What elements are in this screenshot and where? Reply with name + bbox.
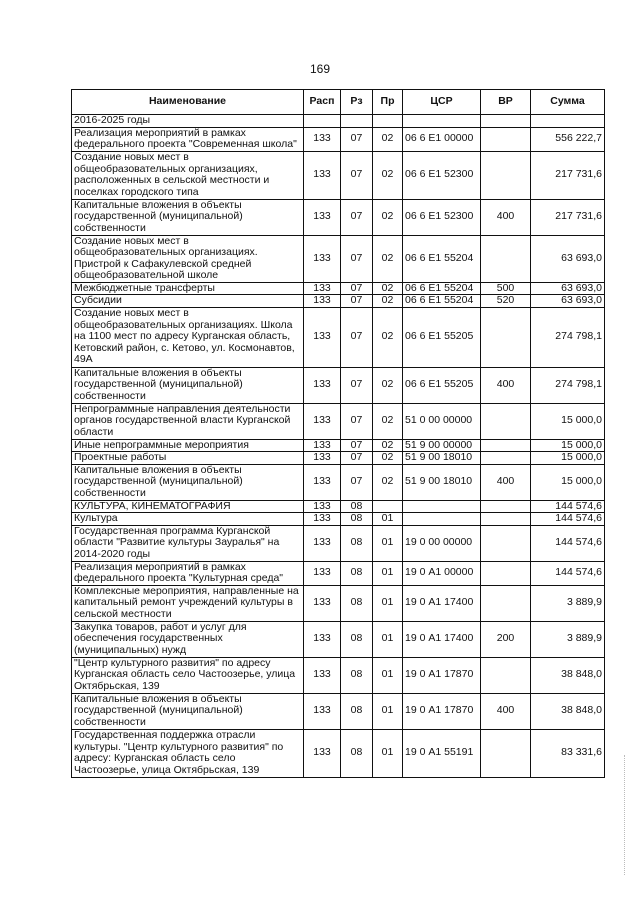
table-row [72, 657, 605, 693]
budget-table [71, 89, 605, 778]
cell-pr: 01 [373, 561, 403, 585]
cell-name: Капитальные вложения в объекты государственной (муниципальной) собственности [72, 199, 304, 235]
cell-rz: 07 [341, 367, 373, 403]
cell-pr: 02 [373, 464, 403, 500]
header-name: Наименование [72, 90, 304, 115]
cell-rz: 07 [341, 464, 373, 500]
header-row [72, 90, 605, 115]
cell-sum: 274 798,1 [531, 367, 605, 403]
table-row [72, 403, 605, 439]
cell-rasp: 133 [304, 729, 341, 777]
cell-name: Культура [72, 513, 304, 526]
cell-sum: 144 574,6 [531, 525, 605, 561]
scan-edge-mark [624, 755, 626, 875]
table-row [72, 151, 605, 199]
cell-csr: 51 9 00 00000 [403, 439, 481, 452]
cell-rasp: 133 [304, 693, 341, 729]
cell-sum: 15 000,0 [531, 439, 605, 452]
cell-sum [531, 115, 605, 128]
cell-csr: 06 6 Е1 55204 [403, 282, 481, 295]
cell-rz: 08 [341, 561, 373, 585]
cell-vr [481, 127, 531, 151]
cell-pr: 02 [373, 307, 403, 367]
cell-vr [481, 513, 531, 526]
cell-csr: 19 0 А1 17870 [403, 693, 481, 729]
cell-csr: 19 0 А1 00000 [403, 561, 481, 585]
cell-csr: 19 0 А1 17400 [403, 621, 481, 657]
cell-csr: 06 6 Е1 55204 [403, 235, 481, 282]
cell-vr [481, 307, 531, 367]
cell-rz: 07 [341, 151, 373, 199]
cell-rz: 08 [341, 525, 373, 561]
cell-pr: 02 [373, 127, 403, 151]
table-row [72, 513, 605, 526]
cell-rasp: 133 [304, 235, 341, 282]
cell-rz: 08 [341, 500, 373, 513]
cell-rasp: 133 [304, 464, 341, 500]
cell-name: Создание новых мест в общеобразовательных организациях. Пристрой к Сафакулевской средней общеобразовательной школе [72, 235, 304, 282]
cell-rasp: 133 [304, 403, 341, 439]
cell-name: Реализация мероприятий в рамках федерального проекта "Современная школа" [72, 127, 304, 151]
cell-name: КУЛЬТУРА, КИНЕМАТОГРАФИЯ [72, 500, 304, 513]
cell-csr [403, 500, 481, 513]
cell-csr: 06 6 Е1 55204 [403, 295, 481, 308]
cell-sum: 63 693,0 [531, 282, 605, 295]
cell-csr [403, 115, 481, 128]
cell-rasp: 133 [304, 151, 341, 199]
cell-sum: 217 731,6 [531, 199, 605, 235]
header-vr: ВР [481, 90, 531, 115]
cell-vr [481, 439, 531, 452]
cell-vr [481, 151, 531, 199]
cell-sum: 15 000,0 [531, 452, 605, 465]
cell-vr: 400 [481, 199, 531, 235]
cell-csr: 19 0 А1 17870 [403, 657, 481, 693]
table-row [72, 115, 605, 128]
table-row [72, 452, 605, 465]
cell-vr [481, 729, 531, 777]
cell-name: Реализация мероприятий в рамках федерального проекта "Культурная среда" [72, 561, 304, 585]
cell-rz: 07 [341, 235, 373, 282]
cell-pr: 01 [373, 729, 403, 777]
cell-rz: 07 [341, 199, 373, 235]
cell-rasp: 133 [304, 525, 341, 561]
cell-name: Непрограммные направления деятельности органов государственной власти Курганской области [72, 403, 304, 439]
cell-csr [403, 513, 481, 526]
cell-name: Проектные работы [72, 452, 304, 465]
header-pr: Пр [373, 90, 403, 115]
cell-vr: 520 [481, 295, 531, 308]
cell-pr: 01 [373, 513, 403, 526]
cell-vr [481, 235, 531, 282]
cell-rasp: 133 [304, 657, 341, 693]
cell-vr [481, 500, 531, 513]
cell-name: Государственная программа Курганской области "Развитие культуры Зауралья" на 2014-2020 годы [72, 525, 304, 561]
cell-pr: 02 [373, 452, 403, 465]
cell-pr [373, 500, 403, 513]
table-row [72, 439, 605, 452]
cell-name: Создание новых мест в общеобразовательных организациях, расположенных в сельской местности и поселках городского типа [72, 151, 304, 199]
cell-csr: 19 0 А1 17400 [403, 585, 481, 621]
cell-rasp: 133 [304, 621, 341, 657]
cell-rz: 07 [341, 282, 373, 295]
table-row [72, 693, 605, 729]
cell-rasp: 133 [304, 585, 341, 621]
cell-vr [481, 525, 531, 561]
cell-pr: 02 [373, 367, 403, 403]
table-row [72, 307, 605, 367]
cell-sum: 144 574,6 [531, 561, 605, 585]
cell-rz: 08 [341, 657, 373, 693]
cell-pr: 02 [373, 295, 403, 308]
cell-rasp: 133 [304, 307, 341, 367]
table-row [72, 295, 605, 308]
cell-sum: 274 798,1 [531, 307, 605, 367]
cell-vr [481, 561, 531, 585]
cell-sum: 217 731,6 [531, 151, 605, 199]
cell-name: 2016-2025 годы [72, 115, 304, 128]
cell-vr: 200 [481, 621, 531, 657]
table-row [72, 464, 605, 500]
cell-rasp: 133 [304, 500, 341, 513]
cell-vr: 400 [481, 464, 531, 500]
cell-rz [341, 115, 373, 128]
cell-sum: 3 889,9 [531, 621, 605, 657]
cell-rasp: 133 [304, 513, 341, 526]
cell-rz: 08 [341, 513, 373, 526]
table-row [72, 525, 605, 561]
table-row [72, 500, 605, 513]
cell-rz: 07 [341, 295, 373, 308]
cell-name: Капитальные вложения в объекты государственной (муниципальной) собственности [72, 693, 304, 729]
cell-name: "Центр культурного развития" по адресу Курганская область село Частоозерье, улица Октябрьская, 139 [72, 657, 304, 693]
cell-sum: 556 222,7 [531, 127, 605, 151]
cell-rasp: 133 [304, 295, 341, 308]
cell-csr: 06 6 Е1 00000 [403, 127, 481, 151]
table-row [72, 729, 605, 777]
cell-rz: 07 [341, 307, 373, 367]
cell-rz: 08 [341, 729, 373, 777]
cell-name: Межбюджетные трансферты [72, 282, 304, 295]
cell-vr [481, 403, 531, 439]
cell-csr: 51 9 00 18010 [403, 452, 481, 465]
table-row [72, 621, 605, 657]
cell-rz: 07 [341, 439, 373, 452]
cell-pr: 02 [373, 235, 403, 282]
cell-rz: 08 [341, 585, 373, 621]
cell-rasp: 133 [304, 199, 341, 235]
cell-rasp: 133 [304, 561, 341, 585]
table-row [72, 199, 605, 235]
cell-rasp: 133 [304, 439, 341, 452]
cell-rasp: 133 [304, 282, 341, 295]
cell-name: Иные непрограммные мероприятия [72, 439, 304, 452]
cell-csr: 51 0 00 00000 [403, 403, 481, 439]
cell-rz: 07 [341, 127, 373, 151]
cell-csr: 19 0 А1 55191 [403, 729, 481, 777]
cell-pr: 02 [373, 439, 403, 452]
table-row [72, 282, 605, 295]
table-row [72, 585, 605, 621]
cell-pr: 02 [373, 199, 403, 235]
cell-rasp: 133 [304, 127, 341, 151]
cell-pr: 01 [373, 525, 403, 561]
cell-pr: 02 [373, 403, 403, 439]
cell-vr [481, 585, 531, 621]
cell-csr: 06 6 Е1 52300 [403, 151, 481, 199]
cell-name: Капитальные вложения в объекты государственной (муниципальной) собственности [72, 367, 304, 403]
cell-name: Комплексные мероприятия, направленные на капитальный ремонт учреждений культуры в сельской местности [72, 585, 304, 621]
cell-sum: 83 331,6 [531, 729, 605, 777]
page-number: 169 [309, 62, 331, 76]
cell-vr [481, 115, 531, 128]
cell-pr: 02 [373, 282, 403, 295]
cell-rasp [304, 115, 341, 128]
cell-name: Государственная поддержка отрасли культуры. "Центр культурного развития" по адресу: Курганская область село Частоозерье, улица Октябрьская, 139 [72, 729, 304, 777]
header-sum: Сумма [531, 90, 605, 115]
cell-vr: 500 [481, 282, 531, 295]
cell-rz: 07 [341, 452, 373, 465]
table-row [72, 127, 605, 151]
cell-vr: 400 [481, 367, 531, 403]
cell-name: Закупка товаров, работ и услуг для обеспечения государственных (муниципальных) нужд [72, 621, 304, 657]
cell-csr: 06 6 Е1 55205 [403, 367, 481, 403]
cell-sum: 15 000,0 [531, 403, 605, 439]
cell-name: Создание новых мест в общеобразовательных организациях. Школа на 1100 мест по адресу Курганская область, Кетовский район, с. Кетово, ул. Космонавтов, 49А [72, 307, 304, 367]
cell-csr: 06 6 Е1 55205 [403, 307, 481, 367]
header-rasp: Расп [304, 90, 341, 115]
header-csr: ЦСР [403, 90, 481, 115]
cell-pr: 01 [373, 693, 403, 729]
cell-rz: 08 [341, 693, 373, 729]
cell-sum: 15 000,0 [531, 464, 605, 500]
cell-name: Субсидии [72, 295, 304, 308]
cell-sum: 38 848,0 [531, 657, 605, 693]
table-row [72, 367, 605, 403]
cell-vr: 400 [481, 693, 531, 729]
cell-pr: 02 [373, 151, 403, 199]
cell-csr: 51 9 00 18010 [403, 464, 481, 500]
cell-rz: 07 [341, 403, 373, 439]
cell-vr [481, 452, 531, 465]
cell-pr [373, 115, 403, 128]
cell-sum: 63 693,0 [531, 235, 605, 282]
cell-pr: 01 [373, 585, 403, 621]
cell-sum: 144 574,6 [531, 513, 605, 526]
cell-sum: 3 889,9 [531, 585, 605, 621]
table-row [72, 235, 605, 282]
cell-csr: 19 0 00 00000 [403, 525, 481, 561]
cell-csr: 06 6 Е1 52300 [403, 199, 481, 235]
cell-sum: 63 693,0 [531, 295, 605, 308]
cell-pr: 01 [373, 657, 403, 693]
cell-rasp: 133 [304, 367, 341, 403]
cell-sum: 144 574,6 [531, 500, 605, 513]
cell-name: Капитальные вложения в объекты государственной (муниципальной) собственности [72, 464, 304, 500]
cell-pr: 01 [373, 621, 403, 657]
table-row [72, 561, 605, 585]
header-rz: Рз [341, 90, 373, 115]
cell-rz: 08 [341, 621, 373, 657]
cell-sum: 38 848,0 [531, 693, 605, 729]
cell-rasp: 133 [304, 452, 341, 465]
cell-vr [481, 657, 531, 693]
